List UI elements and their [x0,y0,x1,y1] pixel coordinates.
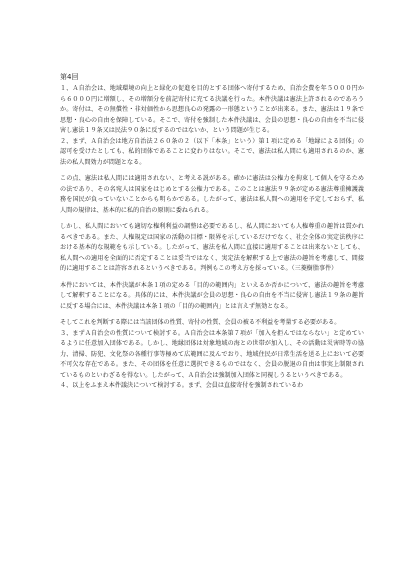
paragraph: １、Ａ自治会は、地域環境の向上と緑化の促進を目的とする団体へ寄付するため、自治会費を年５０００円から６０００円に増額し、その増額分を前記寄付に充てる決議を行った。本件決議は憲法上許されるのであろうか。寄付は、その無償性・非対価性から思想良心の発露の一形態ということが出来る。また、憲法は１９条で思想・良心の自由を保障している。そこで、寄付を強制した本件決議は、会員の思想・良心の自由を不当に侵害し憲法１９条又は民法９０条に反するのではないか、という問題が生じる。 [60,85,364,134]
paragraph: ３、まずＡ自治会の性質について検討する。Ａ自治会は本条第７項が「加入を拒んではならない」と定めているように任意加入団体である。しかし、地縁団体は対象地域の海との世帯が加入し、その活動は災害時等の協力、清掃、防犯、文化祭の各種行事等極めて広範囲に及んでおり、地域住民が日常生活を送る上において必要不可欠な存在である。また、その団体を任意に選択できるものではなく、会員の脱退の自由は事実上制限されているものといわざるを得ない。したがって、Ａ自治会は強制加入団体と同視しうるというべきである。 [60,329,364,379]
paragraph: ２、まず、Ａ自治会は地方自治法２６０条の２（以下「本条」という）第１項に定める「地縁による団体」の認可を受けたとしても、私的団体であることに変わりはない。そこで、憲法は私人間にも適用されるのか、憲法の私人間効力が問題となる。 [60,137,364,166]
paragraph: ４、以上をふまえ本件議決について検討する。まず、会員は直接寄付を強制されているわ [60,382,304,389]
paragraph: しかし、私人間においても適切な権利利益の調整は必要であるし、私人間においても人権尊重の趣旨は貫かれるべきである。また、人権規定は国家の活動の目標・限界を示しているだけでなく、社会全体の実定法秩序における基本的な規範をも示している。したがって、憲法を私人間に直接に適用することは出来ないとしても、私人間への適用を全面的に否定することは妥当ではなく、実定法を解釈する上で憲法の趣旨を考慮して、間接的に適用することは許容されるというべきである。判例もこの考え方を採っている。（三菱樹脂事件） [60,223,364,272]
page-title: 第4回 [60,73,79,81]
paragraph: そしてこれを判断する際には当該団体の性質、寄付の性質、会員の被る不利益を考量する必要がある。 [60,319,341,326]
paragraph: 本件においては、本件決議が本条１項の定める「目的の範囲内」といえるか否かについて、憲法の趣旨を考慮して解釈することになる。具体的には、本件決議が会員の思想・良心の自由を不当に侵害し憲法１９条の趣旨に反する場合には、本件決議は本条１項の「目的の範囲内」とは言えず無効となる。 [60,281,364,310]
paragraph: この点、憲法は私人間には適用されない、と考える説がある。確かに憲法は公権力を拘束して個人を守るための法であり、その名宛人は国家をはじめとする公権力である。このことは憲法９９条が定める憲法尊重擁護義務を国民が負っていないことからも明らかである。したがって、憲法は私人間への適用を予定しておらず、私人間の規律は、基本的に私的自治の原則に委ねられる。 [60,175,364,214]
